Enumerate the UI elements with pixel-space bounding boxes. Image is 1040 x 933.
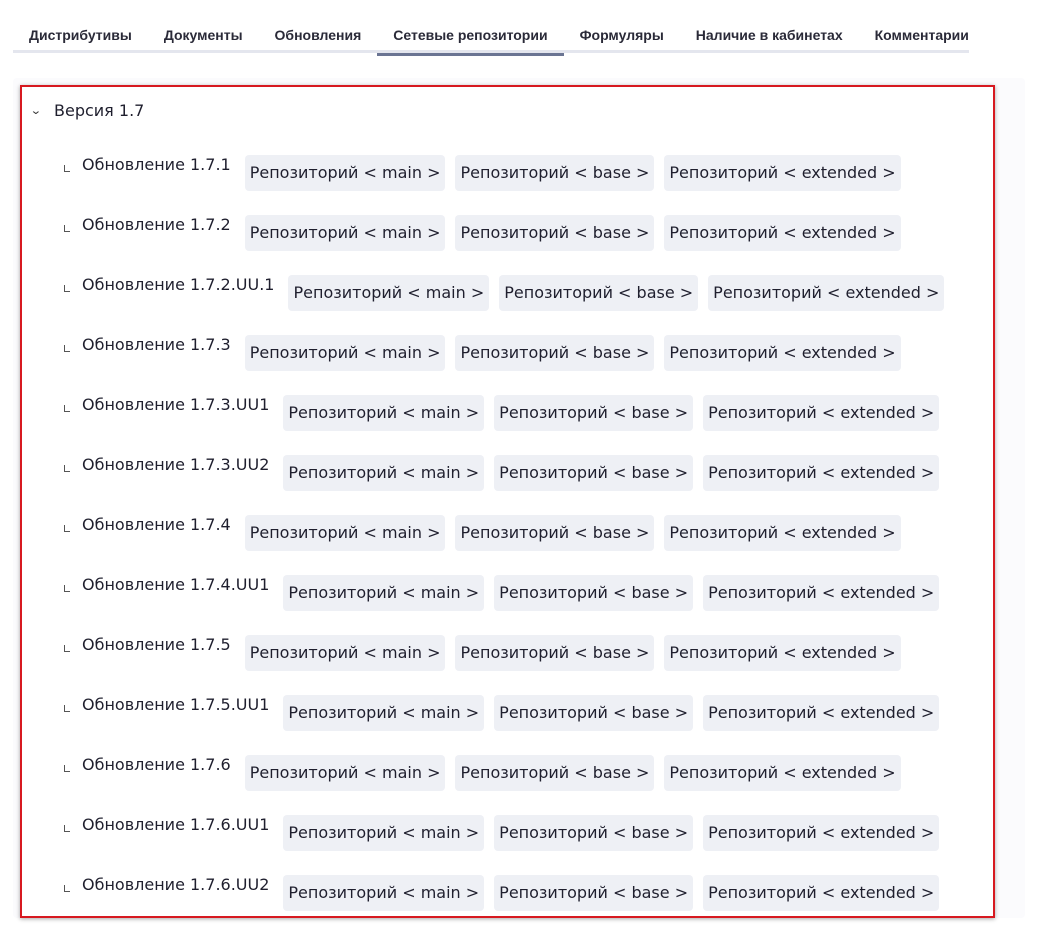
update-label: Обновление 1.7.3.UU2 — [82, 455, 270, 474]
tree-branch-icon — [62, 405, 74, 415]
repo-base-chip[interactable]: Репозиторий < base > — [494, 695, 693, 731]
repo-base-chip[interactable]: Репозиторий < base > — [455, 755, 654, 791]
update-row — [62, 813, 993, 873]
repo-extended-chip[interactable]: Репозиторий < extended > — [703, 815, 939, 851]
repository-chips — [245, 515, 901, 551]
repo-extended-chip[interactable]: Репозиторий < extended > — [708, 275, 944, 311]
repository-chips — [245, 755, 901, 791]
repo-extended-chip[interactable]: Репозиторий < extended > — [703, 575, 939, 611]
update-list — [62, 153, 993, 933]
update-row — [62, 333, 993, 393]
repo-main-chip[interactable]: Репозиторий < main > — [245, 215, 446, 251]
repo-base-chip[interactable]: Репозиторий < base > — [494, 455, 693, 491]
repo-base-chip[interactable]: Репозиторий < base > — [494, 395, 693, 431]
update-row — [62, 513, 993, 573]
update-label: Обновление 1.7.3.UU1 — [82, 395, 270, 414]
tab-network-repositories[interactable]: Сетевые репозитории — [377, 18, 563, 53]
repo-extended-chip[interactable]: Репозиторий < extended > — [703, 455, 939, 491]
repo-extended-chip[interactable]: Репозиторий < extended > — [703, 695, 939, 731]
update-label: Обновление 1.7.5.UU1 — [82, 695, 270, 714]
tree-branch-icon — [62, 585, 74, 595]
tab-comments[interactable]: Комментарии — [874, 27, 969, 43]
update-row — [62, 573, 993, 633]
tree-branch-icon — [62, 825, 74, 835]
version-node[interactable] — [29, 97, 145, 123]
update-row — [62, 633, 993, 693]
tree-branch-icon — [62, 165, 74, 175]
repository-chips — [283, 575, 939, 611]
tree-branch-icon — [62, 465, 74, 475]
repo-main-chip[interactable]: Репозиторий < main > — [245, 755, 446, 791]
tree-branch-icon — [62, 645, 74, 655]
repo-base-chip[interactable]: Репозиторий < base > — [455, 155, 654, 191]
repo-base-chip[interactable]: Репозиторий < base > — [499, 275, 698, 311]
update-label: Обновление 1.7.4 — [82, 515, 231, 534]
tree-branch-icon — [62, 345, 74, 355]
repo-main-chip[interactable]: Репозиторий < main > — [245, 635, 446, 671]
repository-chips — [245, 335, 901, 371]
repo-main-chip[interactable]: Репозиторий < main > — [283, 395, 484, 431]
repo-base-chip[interactable]: Репозиторий < base > — [455, 335, 654, 371]
update-label: Обновление 1.7.2.UU.1 — [82, 275, 275, 294]
repo-main-chip[interactable]: Репозиторий < main > — [245, 335, 446, 371]
update-row — [62, 213, 993, 273]
update-label: Обновление 1.7.1 — [82, 155, 231, 174]
repository-chips — [283, 455, 939, 491]
update-label: Обновление 1.7.4.UU1 — [82, 575, 270, 594]
tree-branch-icon — [62, 705, 74, 715]
tree-branch-icon — [62, 885, 74, 895]
tab-availability-in-offices[interactable]: Наличие в кабинетах — [695, 27, 843, 43]
update-label: Обновление 1.7.6 — [82, 755, 231, 774]
repo-base-chip[interactable]: Репозиторий < base > — [455, 515, 654, 551]
repo-main-chip[interactable]: Репозиторий < main > — [283, 455, 484, 491]
repo-extended-chip[interactable]: Репозиторий < extended > — [703, 875, 939, 911]
chevron-down-icon[interactable]: ⌄ — [29, 103, 42, 117]
update-label: Обновление 1.7.3 — [82, 335, 231, 354]
repo-extended-chip[interactable]: Репозиторий < extended > — [664, 755, 900, 791]
repo-main-chip[interactable]: Репозиторий < main > — [288, 275, 489, 311]
repo-main-chip[interactable]: Репозиторий < main > — [283, 575, 484, 611]
tree-branch-icon — [62, 525, 74, 535]
tab-bar — [13, 18, 969, 53]
repository-chips — [283, 395, 939, 431]
repo-base-chip[interactable]: Репозиторий < base > — [494, 575, 693, 611]
repository-chips — [245, 215, 901, 251]
repository-chips — [288, 275, 944, 311]
tree-branch-icon — [62, 285, 74, 295]
update-label: Обновление 1.7.6.UU2 — [82, 875, 270, 894]
repo-main-chip[interactable]: Репозиторий < main > — [245, 155, 446, 191]
tab-documents[interactable]: Документы — [163, 27, 243, 43]
repository-chips — [283, 695, 939, 731]
repo-main-chip[interactable]: Репозиторий < main > — [245, 515, 446, 551]
repo-base-chip[interactable]: Репозиторий < base > — [455, 635, 654, 671]
update-row — [62, 273, 993, 333]
update-row — [62, 873, 993, 933]
version-label: Версия 1.7 — [54, 100, 145, 120]
repo-main-chip[interactable]: Репозиторий < main > — [283, 695, 484, 731]
repo-extended-chip[interactable]: Репозиторий < extended > — [664, 215, 900, 251]
repo-extended-chip[interactable]: Репозиторий < extended > — [664, 515, 900, 551]
tab-updates[interactable]: Обновления — [274, 27, 362, 43]
scroll-gutter — [1025, 78, 1040, 927]
repo-base-chip[interactable]: Репозиторий < base > — [494, 875, 693, 911]
update-row — [62, 453, 993, 513]
repo-extended-chip[interactable]: Репозиторий < extended > — [664, 335, 900, 371]
update-row — [62, 753, 993, 813]
repo-extended-chip[interactable]: Репозиторий < extended > — [664, 155, 900, 191]
repo-main-chip[interactable]: Репозиторий < main > — [283, 875, 484, 911]
update-row — [62, 153, 993, 213]
update-label: Обновление 1.7.2 — [82, 215, 231, 234]
update-row — [62, 693, 993, 753]
update-row — [62, 393, 993, 453]
tree-branch-icon — [62, 225, 74, 235]
update-label: Обновление 1.7.5 — [82, 635, 231, 654]
update-label: Обновление 1.7.6.UU1 — [82, 815, 270, 834]
repository-chips — [283, 875, 939, 911]
repo-main-chip[interactable]: Репозиторий < main > — [283, 815, 484, 851]
repository-chips — [245, 155, 901, 191]
tree-branch-icon — [62, 765, 74, 775]
tab-distributions[interactable]: Дистрибутивы — [29, 27, 132, 43]
repo-extended-chip[interactable]: Репозиторий < extended > — [664, 635, 900, 671]
tab-forms[interactable]: Формуляры — [579, 27, 664, 43]
repository-chips — [283, 815, 939, 851]
repo-extended-chip[interactable]: Репозиторий < extended > — [703, 395, 939, 431]
version-tree-highlight — [20, 85, 995, 918]
repo-base-chip[interactable]: Репозиторий < base > — [494, 815, 693, 851]
repository-chips — [245, 635, 901, 671]
repo-base-chip[interactable]: Репозиторий < base > — [455, 215, 654, 251]
